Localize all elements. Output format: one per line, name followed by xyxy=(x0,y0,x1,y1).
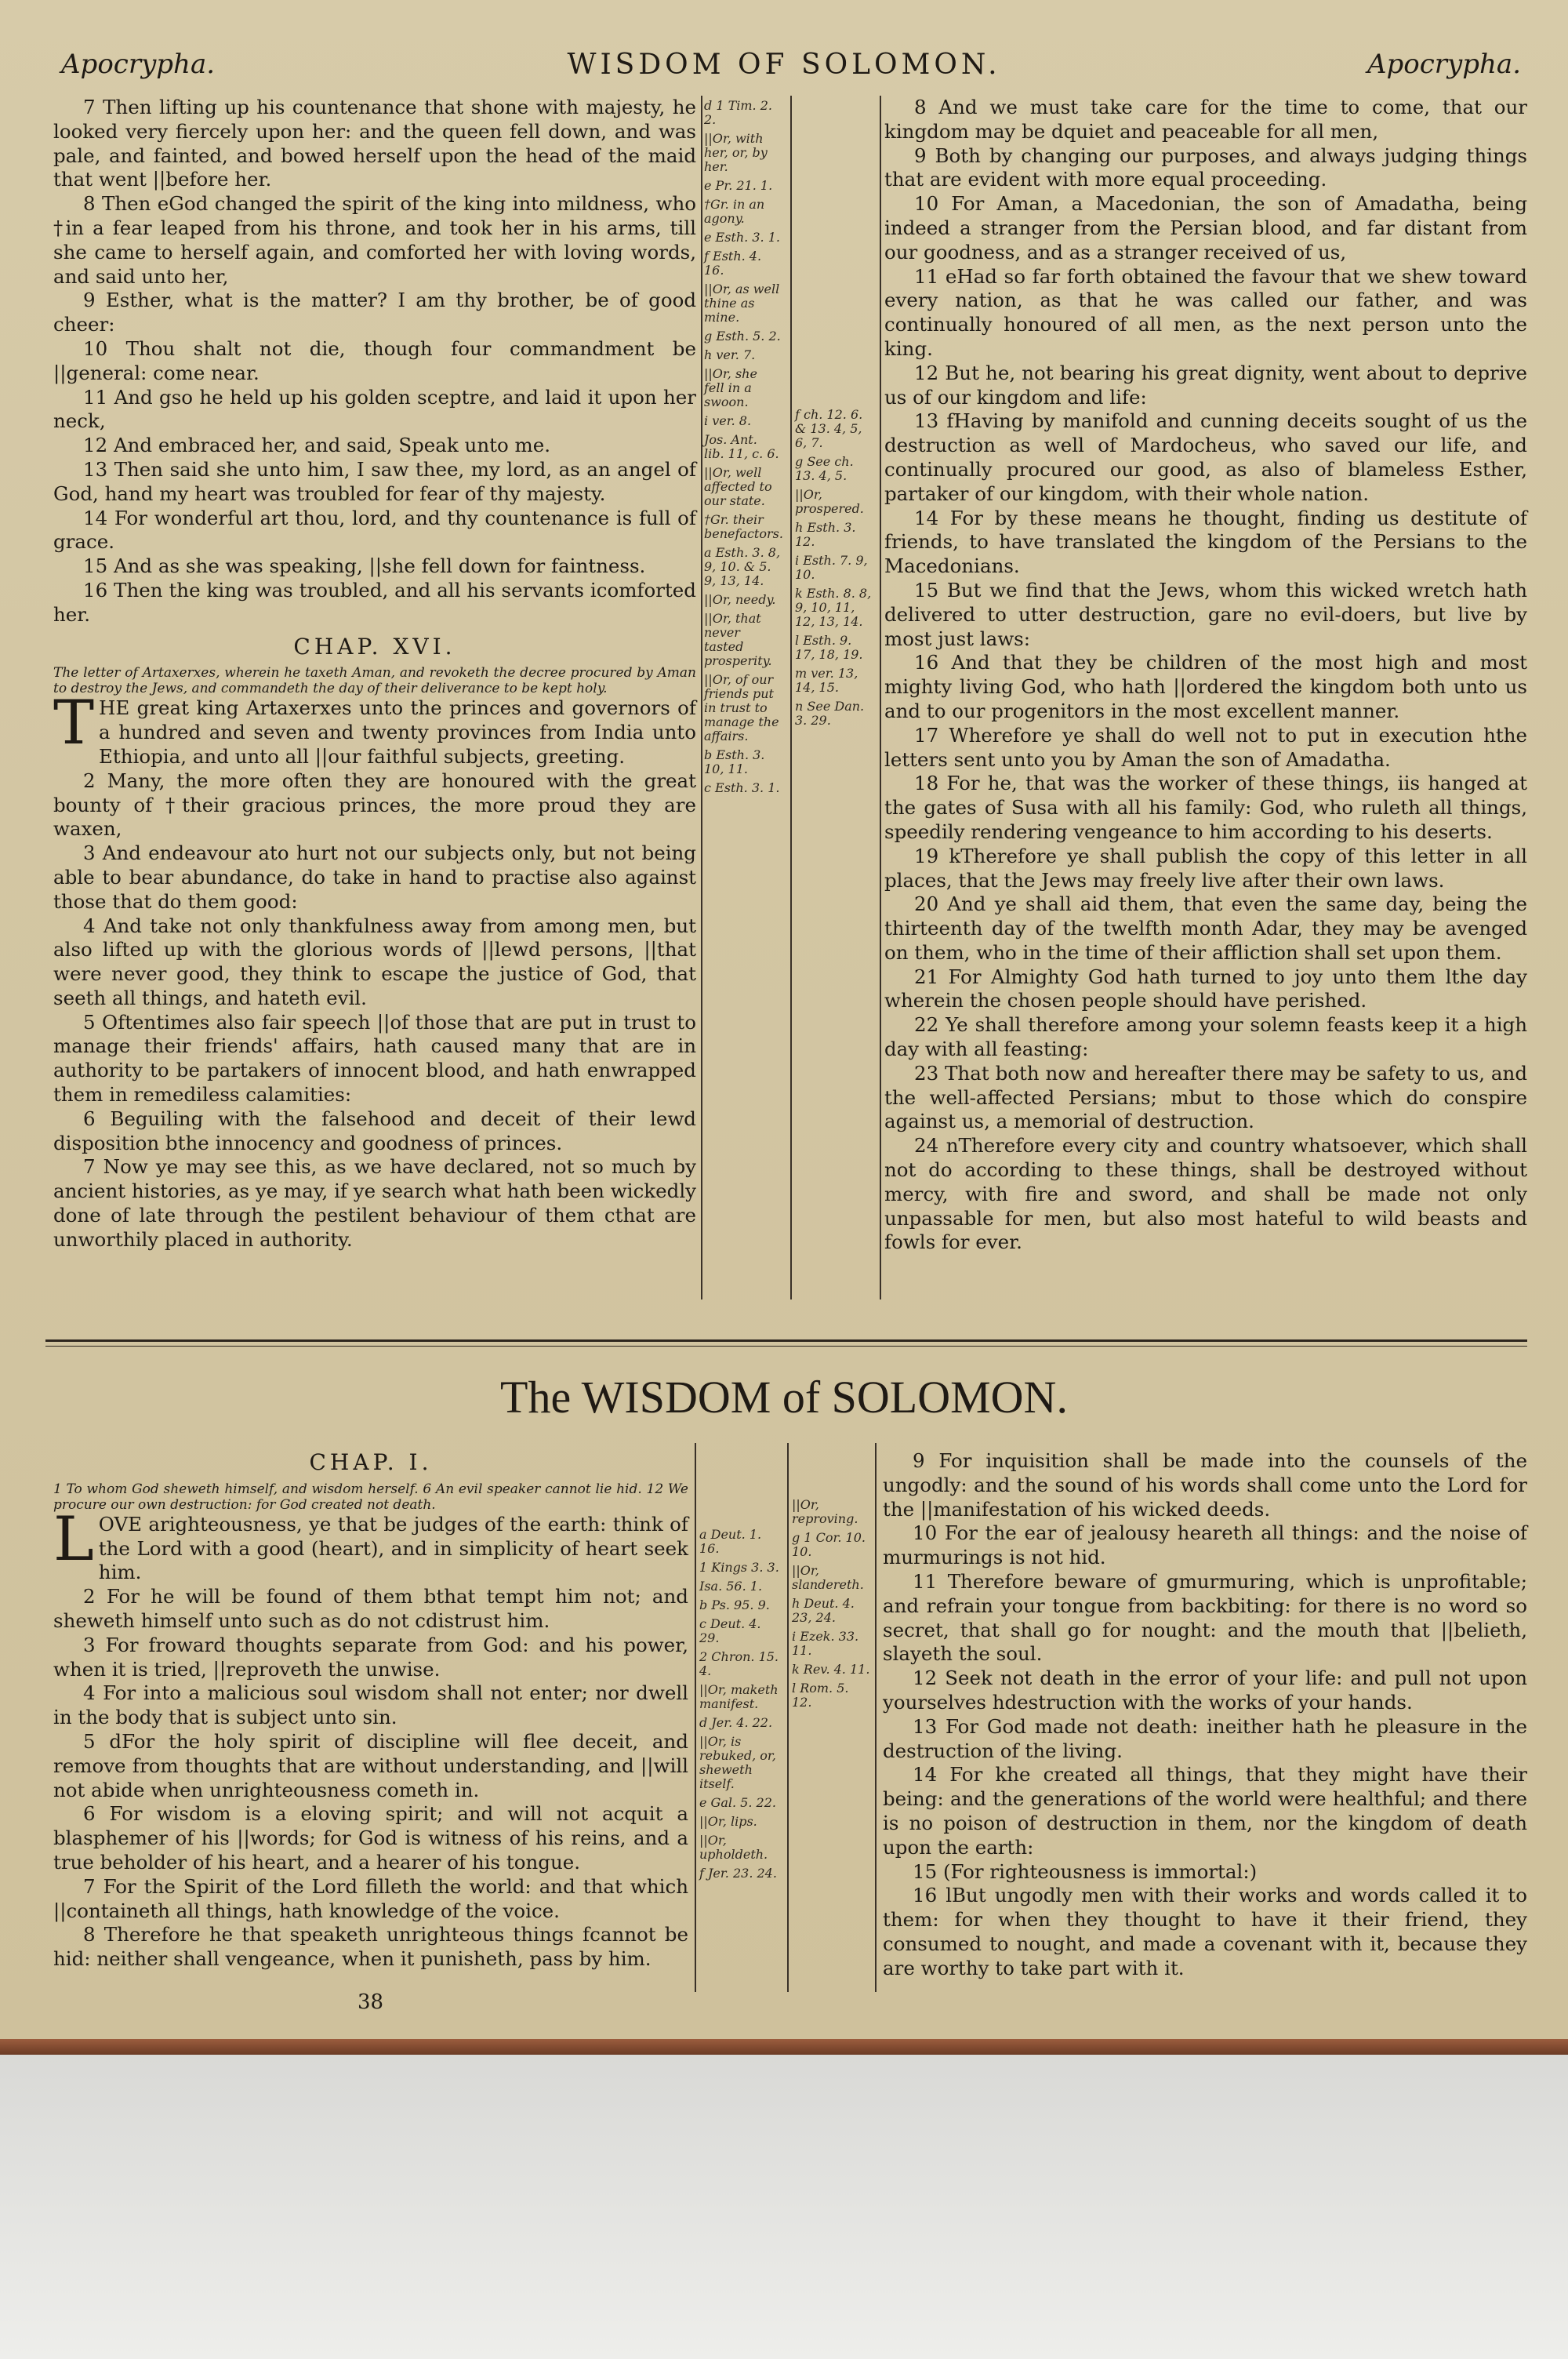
esther-right-verses xyxy=(884,96,1527,1255)
page-number: 38 xyxy=(358,1990,384,2014)
chapter-i-summary: 1 To whom God sheweth himself, and wisdom herself. 6 An evil speaker cannot lie hid. 12 We procure our own destruction: for God created not death. xyxy=(53,1481,688,1513)
verse: 22 Ye shall therefore among your solemn feasts keep it a high day with all feasting: xyxy=(884,1013,1527,1061)
margin-note: k Rev. 4. 11. xyxy=(792,1662,870,1677)
margin-note: ||Or, with her, or, by her. xyxy=(704,131,768,174)
verse: 15 (For righteousness is immortal:) xyxy=(913,1859,1258,1883)
verse: 10 Thou shalt not die, though four commandment be ||general: come near. xyxy=(53,336,696,384)
chapter-i-left-verses xyxy=(53,1585,688,1972)
margin-note: c Deut. 4. 29. xyxy=(699,1616,761,1645)
margin-note: i ver. 8. xyxy=(704,413,752,428)
margin-notes-lower-left xyxy=(699,1528,781,1885)
verse-text: HE great king Artaxerxes unto the princes and governors of a hundred and seven and twenty provinces from India unto Ethiopia, and unto all ||our faithful subjects, greeting. xyxy=(99,696,696,768)
margin-note: h Deut. 4. 23, 24. xyxy=(792,1596,855,1625)
verse: 8 And we must take care for the time to come, that our kingdom may be dquiet and peaceable for all men, xyxy=(884,96,1527,143)
verse: 13 For God made not death: ineither hath he pleasure in the destruction of the living. xyxy=(883,1714,1527,1762)
margin-note: g 1 Cor. 10. 10. xyxy=(792,1530,866,1559)
section-divider xyxy=(45,1339,1527,1342)
margin-note: c Esth. 3. 1. xyxy=(704,780,780,795)
book-edge xyxy=(0,2039,1568,2055)
verse: 11 eHad so far forth obtained the favour that we shew toward every nation, as that he was called our father, and was continually honoured of all men, as the next person unto the king. xyxy=(884,264,1527,360)
margin-note: l Rom. 5. 12. xyxy=(792,1681,849,1710)
margin-note: 1 Kings 3. 3. xyxy=(699,1560,779,1575)
margin-note: e Esth. 3. 1. xyxy=(704,230,780,245)
margin-note: b Esth. 3. 10, 11. xyxy=(704,747,765,776)
verse: 10 For the ear of jealousy heareth all things: and the noise of murmurings is not hid. xyxy=(883,1521,1527,1569)
verse: 7 Then lifting up his countenance that shone with majesty, he looked very fiercely upon her: and the queen fell down, and was pale, and fainted, and bowed herself upon the head of the maid that went ||before her. xyxy=(53,96,696,191)
margin-notes-lower-right xyxy=(792,1498,870,1714)
margin-note: f Jer. 23. 24. xyxy=(699,1866,777,1881)
margin-note: m ver. 13, 14, 15. xyxy=(795,666,858,695)
margin-note: g Esth. 5. 2. xyxy=(704,329,781,343)
verse: 8 Then eGod changed the spirit of the king into mildness, who †in a fear leaped from his throne, and took her in his arms, till she came to herself again, and comforted her with loving words, and said unto her, xyxy=(53,192,696,288)
column-rule xyxy=(880,96,881,1299)
column-rule xyxy=(695,1443,696,1992)
verse: 5 dFor the holy spirit of discipline will flee deceit, and remove from thoughts that are without understanding, and ||will not abide when unrighteousness cometh in. xyxy=(53,1729,688,1801)
column-rule xyxy=(875,1443,877,1992)
verse: 15 But we find that the Jews, whom this wicked wretch hath delivered to utter destruction, gare no evil-doers, but live by most just laws: xyxy=(884,578,1527,650)
verse: 12 But he, not bearing his great dignity, went about to deprive us of our kingdom and life: xyxy=(884,361,1527,409)
verse: 16 Then the king was troubled, and all his servants icomforted her. xyxy=(53,578,696,626)
header-right: Apocrypha. xyxy=(1367,49,1521,80)
esther-left-column xyxy=(53,96,696,1252)
table-surface xyxy=(0,2055,1568,2359)
margin-note: i Esth. 7. 9, 10. xyxy=(795,553,868,582)
verse: 7 Now ye may see this, as we have declared, not so much by ancient histories, as ye may, if ye search what hath been wickedly done of late through the pestilent behaviour of them cthat are unworthily placed in authority. xyxy=(53,1155,696,1251)
verse: 15 And as she was speaking, ||she fell down for faintness. xyxy=(83,554,646,578)
verse: 13 fHaving by manifold and cunning deceits sought of us the destruction as well of Mardocheus, who saved our life, and continually procured our good, as also of blameless Esther, partaker of our kingdom, with their whole nation. xyxy=(884,409,1527,505)
margin-note: a Deut. 1. 16. xyxy=(699,1527,762,1556)
running-header xyxy=(0,49,1568,88)
verse: 2 Many, the more often they are honoured with the great bounty of †their gracious princes, the more proud they are waxen, xyxy=(53,769,696,841)
chapter-xvi-summary: The letter of Artaxerxes, wherein he taxeth Aman, and revoketh the decree procured by Aman to destroy the Jews, and commandeth the day of their deliverance to be kept holy. xyxy=(53,665,696,697)
margin-notes-right xyxy=(795,408,873,732)
verse: 16 lBut ungodly men with their works and words called it to them: for when they thought to have it their friend, they consumed to nought, and made a covenant with it, because they are worthy to take part with it. xyxy=(883,1884,1527,1979)
margin-note: ||Or, lips. xyxy=(699,1814,757,1829)
drop-cap: T xyxy=(53,688,95,759)
verse: 19 kTherefore ye shall publish the copy of this letter in all places, that the Jews may freely live after their own laws. xyxy=(884,844,1527,892)
margin-note: i Ezek. 33. 11. xyxy=(792,1629,859,1658)
margin-note: ||Or, of our friends put in trust to manage the affairs. xyxy=(704,672,779,743)
verse: 11 And gso he held up his golden sceptre, and laid it upon her neck, xyxy=(53,385,696,433)
verse: 16 And that they be children of the most high and most mighty living God, who hath ||ordered the kingdom both unto us and to our progenitors in the most excellent manner. xyxy=(884,651,1527,722)
margin-note: 2 Chron. 15. 4. xyxy=(699,1649,779,1678)
margin-note: g See ch. 13. 4, 5. xyxy=(795,454,854,483)
margin-note: d Jer. 4. 22. xyxy=(699,1715,773,1730)
verse: 6 Beguiling with the falsehood and deceit of their lewd disposition bthe innocency and goodness of princes. xyxy=(53,1107,696,1154)
chapter-xvi-verse-1 xyxy=(53,688,696,769)
verse: 14 For khe created all things, that they might have their being: and the generations of the world were healthful; and there is no poison of destruction in them, nor the kingdom of death upon the earth: xyxy=(883,1763,1527,1859)
margin-note: h Esth. 3. 12. xyxy=(795,520,856,549)
verse: 9 For inquisition shall be made into the counsels of the ungodly: and the sound of his words shall come unto the Lord for the ||manifestation of his wicked deeds. xyxy=(883,1449,1527,1521)
margin-note: ||Or, prospered. xyxy=(795,487,864,516)
drop-cap: L xyxy=(53,1503,94,1575)
margin-note: ||Or, she fell in a swoon. xyxy=(704,366,757,409)
margin-notes-left xyxy=(704,99,781,800)
margin-note: ||Or, slandereth. xyxy=(792,1563,864,1592)
esther-right-column xyxy=(884,96,1527,1255)
header-title: WISDOM OF SOLOMON. xyxy=(567,49,1001,81)
margin-note: ||Or, is rebuked, or, sheweth itself. xyxy=(699,1734,776,1791)
verse: 8 Therefore he that speaketh unrighteous things fcannot be hid: neither shall vengeance, when it punisheth, pass by him. xyxy=(53,1923,688,1971)
column-rule xyxy=(787,1443,789,1992)
margin-note: e Pr. 21. 1. xyxy=(704,178,773,193)
verse: 7 For the Spirit of the Lord filleth the world: and that which ||containeth all things, hath knowledge of the voice. xyxy=(53,1874,688,1922)
margin-note: n See Dan. 3. 29. xyxy=(795,699,865,728)
margin-note: l Esth. 9. 17, 18, 19. xyxy=(795,633,863,662)
margin-note: ||Or, that never tasted prosperity. xyxy=(704,611,772,668)
verse: 24 nTherefore every city and country whatsoever, which shall not do according to these things, shall be destroyed without mercy, with fire and sword, and shall be made not only unpassable for men, but also most hateful to wild beasts and fowls for ever. xyxy=(884,1134,1527,1254)
verse: 4 And take not only thankfulness away from among men, but also lifted up with the glorious words of ||lewd persons, ||that were never good, they think to escape the justice of God, that seeth all things, and hateth evil. xyxy=(53,914,696,1009)
verse: 6 For wisdom is a eloving spirit; and will not acquit a blasphemer of his ||words; for God is witness of his reins, and a true beholder of his heart, and a hearer of his tongue. xyxy=(53,1802,688,1874)
margin-note: †Gr. in an agony. xyxy=(704,197,765,226)
margin-note: f Esth. 4. 16. xyxy=(704,249,762,278)
verse: 3 For froward thoughts separate from God: and his power, when it is tried, ||reproveth the unwise. xyxy=(53,1633,688,1681)
margin-note: a Esth. 3. 8, 9, 10. & 5. 9, 13, 14. xyxy=(704,545,781,588)
margin-note: ||Or, maketh manifest. xyxy=(699,1682,779,1711)
verse: 21 For Almighty God hath turned to joy unto them lthe day wherein the chosen people should have perished. xyxy=(884,965,1527,1012)
verse: 4 For into a malicious soul wisdom shall not enter; nor dwell in the body that is subject unto sin. xyxy=(53,1681,688,1729)
margin-note: h ver. 7. xyxy=(704,347,756,362)
verse: 18 For he, that was the worker of these things, iis hanged at the gates of Susa with all his family: God, who ruleth all things, speedily rendering vengeance to him according to his deserts. xyxy=(884,772,1527,843)
verse: 13 Then said she unto him, I saw thee, my lord, as an angel of God, hand my heart was troubled for fear of thy majesty. xyxy=(53,457,696,505)
margin-note: d 1 Tim. 2. 2. xyxy=(704,98,772,127)
verse: 14 For by these means he thought, finding us destitute of friends, to have translated the kingdom of the Persians to the Macedonians. xyxy=(884,506,1527,578)
verse: 5 Oftentimes also fair speech ||of those that are put in trust to manage their friends' affairs, hath caused many that are in authority to be partakers of innocent blood, and hath enwrapped them in remediless calamities: xyxy=(53,1010,696,1107)
wisdom-left-column xyxy=(53,1443,688,1972)
chapter-xvi-title: CHAP. XVI. xyxy=(293,633,456,660)
margin-note: ||Or, as well thine as mine. xyxy=(704,282,780,325)
margin-note: f ch. 12. 6. & 13. 4, 5, 6, 7. xyxy=(795,407,863,450)
verse: 20 And ye shall aid them, that even the same day, being the thirteenth day of the twelfth month Adar, they may be avenged on them, who in the time of their affliction shall set upon them. xyxy=(884,892,1527,964)
margin-note: ||Or, well affected to our state. xyxy=(704,465,772,508)
verse: 14 For wonderful art thou, lord, and thy countenance is full of grace. xyxy=(53,506,696,554)
margin-note: Jos. Ant. lib. 11, c. 6. xyxy=(704,432,779,461)
book-title: The WISDOM of SOLOMON. xyxy=(500,1372,1068,1423)
verse: 11 Therefore beware of gmurmuring, which is unprofitable; and refrain your tongue from backbiting: for there is no word so secret, that shall go for nought: and the mouth that ||belieth, slayeth the soul. xyxy=(883,1569,1527,1666)
esther-left-verses xyxy=(53,96,696,627)
chapter-i-verse-1 xyxy=(53,1503,688,1585)
section-divider xyxy=(45,1346,1527,1347)
verse: 2 For he will be found of them bthat tempt him not; and sheweth himself unto such as do not cdistrust him. xyxy=(53,1585,688,1632)
verse: 17 Wherefore ye shall do well not to put in execution hthe letters sent unto you by Aman the son of Amadatha. xyxy=(884,723,1527,771)
margin-note: b Ps. 95. 9. xyxy=(699,1598,770,1612)
chapter-i-title: CHAP. I. xyxy=(309,1449,433,1475)
margin-note: ||Or, needy. xyxy=(704,592,776,607)
chapter-i-right-verses xyxy=(883,1449,1527,1981)
verse: 9 Both by changing our purposes, and always judging things that are evident with more equal proceeding. xyxy=(884,144,1527,191)
header-left: Apocrypha. xyxy=(61,49,216,80)
verse: 23 That both now and hereafter there may be safety to us, and the well-affected Persians; mbut to those which do conspire against us, a memorial of destruction. xyxy=(884,1061,1527,1133)
verse: 12 And embraced her, and said, Speak unto me. xyxy=(83,434,551,457)
margin-note: k Esth. 8. 8, 9, 10, 11, 12, 13, 14. xyxy=(795,586,872,629)
column-rule xyxy=(701,96,702,1299)
verse: 9 Esther, what is the matter? I am thy brother, be of good cheer: xyxy=(53,289,696,336)
column-rule xyxy=(790,96,792,1299)
verse: 3 And endeavour ato hurt not our subjects only, but not being able to bear abundance, do take in hand to practise also against those that do them good: xyxy=(53,841,696,913)
margin-note: †Gr. their benefactors. xyxy=(704,512,783,541)
verse: 12 Seek not death in the error of your life: and pull not upon yourselves hdestruction with the works of your hands. xyxy=(883,1667,1527,1714)
margin-note: Isa. 56. 1. xyxy=(699,1579,763,1594)
margin-note: ||Or, reproving. xyxy=(792,1497,858,1526)
margin-note: e Gal. 5. 22. xyxy=(699,1795,776,1810)
wisdom-right-column xyxy=(883,1449,1527,1981)
verse-text: OVE arighteousness, ye that be judges of the earth: think of the Lord with a good (heart), and in simplicity of heart seek him. xyxy=(98,1512,688,1584)
margin-note: ||Or, upholdeth. xyxy=(699,1833,768,1862)
verse: 10 For Aman, a Macedonian, the son of Amadatha, being indeed a stranger from the Persian blood, and far distant from our goodness, and as a stranger received of us, xyxy=(884,192,1527,264)
chapter-xvi-verses xyxy=(53,769,696,1252)
